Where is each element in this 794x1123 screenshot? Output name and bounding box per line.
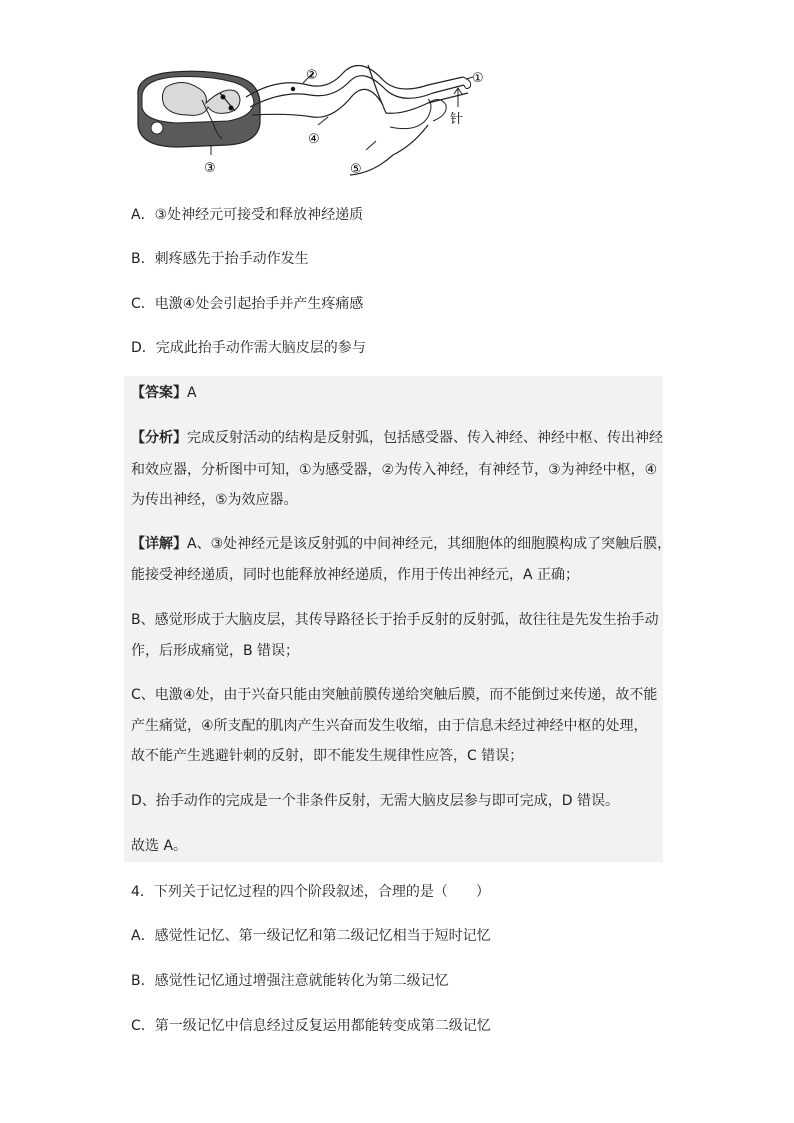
figure-label-1: ① — [472, 71, 484, 86]
detail-c-line-2: 产生痛觉，④所支配的肌肉产生兴奋而发生收缩，由于信息未经过神经中枢的处理， — [131, 718, 648, 734]
q3-option-a: A．③处神经元可接受和释放神经递质 — [131, 207, 364, 223]
figure-label-2: ② — [306, 68, 318, 83]
reflex-arc-figure — [128, 55, 498, 180]
q3-option-c: C．电激④处会引起抬手并产生疼痛感 — [131, 296, 364, 312]
analysis-line-1: 【分析】完成反射活动的结构是反射弧，包括感受器、传入神经、神经中枢、传出神经 — [131, 430, 663, 446]
q4-stem: 4．下列关于记忆过程的四个阶段叙述，合理的是（ ） — [131, 884, 490, 900]
q3-option-b: B．刺疼感先于抬手动作发生 — [131, 251, 309, 267]
detail-conclusion: 故选 A。 — [131, 838, 188, 854]
q3-option-d: D．完成此抬手动作需大脑皮层的参与 — [131, 340, 366, 356]
q4-option-a: A．感觉性记忆、第一级记忆和第二级记忆相当于短时记忆 — [131, 928, 491, 944]
detail-a-line-1: 【详解】A、③处神经元是该反射弧的中间神经元，其细胞体的细胞膜构成了突触后膜， — [131, 536, 672, 552]
analysis-tag: 【分析】 — [131, 430, 187, 446]
q4-option-b: B．感觉性记忆通过增强注意就能转化为第二级记忆 — [131, 973, 449, 989]
detail-b-line-1: B、感觉形成于大脑皮层，其传导路径长于抬手反射的反射弧，故往往是先发生抬手动 — [131, 612, 659, 628]
answer-value: A — [187, 385, 197, 401]
detail-tag: 【详解】 — [131, 536, 187, 552]
analysis-line-2: 和效应器，分析图中可知，①为感受器，②为传入神经，有神经节，③为神经中枢，④ — [131, 462, 658, 478]
detail-b-line-2: 作，后形成痛觉，B 错误； — [131, 643, 300, 659]
answer-tag: 【答案】 — [131, 385, 187, 401]
answer-line — [131, 383, 197, 403]
detail-c-line-1: C、电激④处，由于兴奋只能由突触前膜传递给突触后膜，而不能倒过来传递，故不能 — [131, 687, 658, 703]
q4-option-c: C．第一级记忆中信息经过反复运用都能转变成第二级记忆 — [131, 1018, 491, 1034]
figure-label-needle: 针 — [450, 112, 464, 127]
figure-label-3: ③ — [204, 161, 216, 176]
detail-d-line-1: D、抬手动作的完成是一个非条件反射，无需大脑皮层参与即可完成，D 错误。 — [131, 793, 620, 809]
detail-a-line-2: 能接受神经递质，同时也能释放神经递质，作用于传出神经元，A 正确； — [131, 567, 580, 583]
answer-explanation-block — [124, 376, 672, 862]
analysis-line-3: 为传出神经，⑤为效应器。 — [131, 492, 298, 508]
detail-c-line-3: 故不能产生逃避针刺的反射，即不能发生规律性应答，C 错误； — [131, 748, 524, 764]
spinal-cord-section — [138, 71, 260, 147]
figure-label-5: ⑤ — [350, 162, 362, 177]
figure-label-4: ④ — [308, 132, 320, 147]
